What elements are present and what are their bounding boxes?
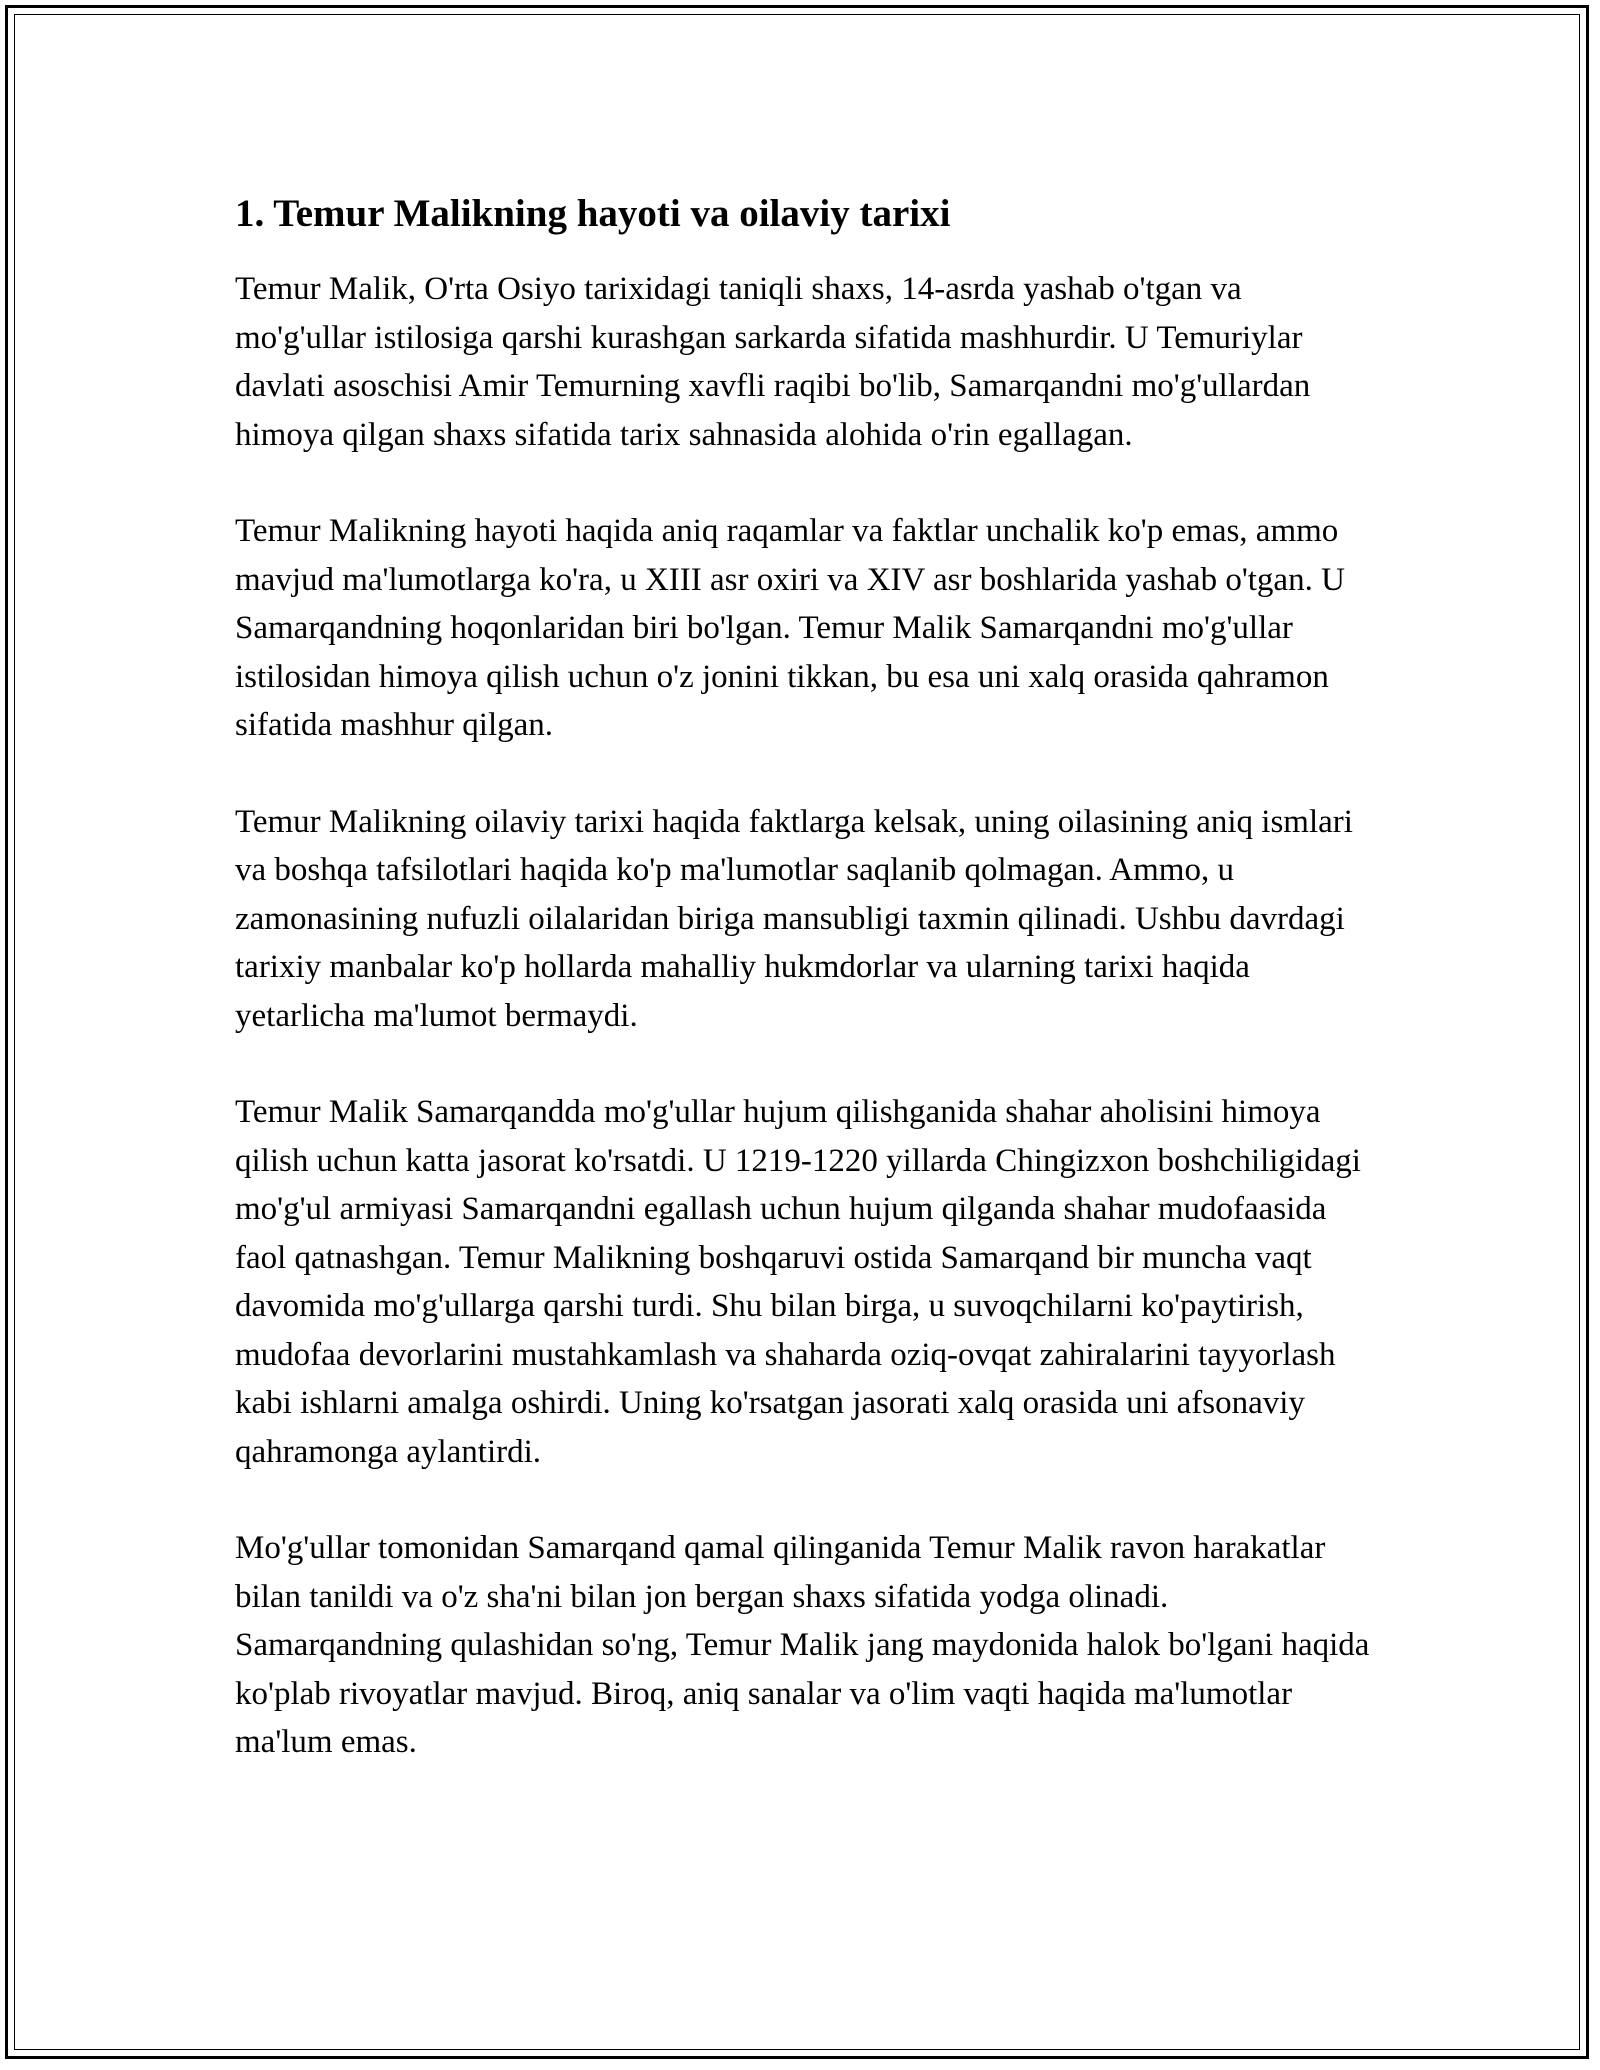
- section-heading: 1. Temur Malikning hayoti va oilaviy tarixi: [235, 192, 951, 235]
- document-body: [235, 185, 1375, 1815]
- paragraph-4: Temur Malik Samarqandda mo'g'ullar hujum qilishganida shahar aholisini himoya qilish uchun katta jasorat ko'rsatdi. U 1219-1220 yillarda Chingizxon boshchiligidagi mo'g'ul armiyasi Samarqandni egallash uchun hujum qilganda shahar mudofaasida faol qatnashgan. Temur Malikning boshqaruvi ostida Samarqand bir muncha vaqt davomida mo'g'ullarga qarshi turdi. Shu bilan birga, u suvoqchilarni ko'paytirish, mudofaa devorlarini mustahkamlash va shaharda oziq-ovqat zahiralarini tayyorlash kabi ishlarni amalga oshirdi. Uning ko'rsatgan jasorati xalq orasida uni afsonaviy qahramonga aylantirdi.: [235, 1094, 1361, 1470]
- paragraph-2: Temur Malikning hayoti haqida aniq raqamlar va faktlar unchalik ko'p emas, ammo mavjud ma'lumotlarga ko'ra, u XIII asr oxiri va XIV asr boshlarida yashab o'tgan. U Samarqandning hoqonlaridan biri bo'lgan. Temur Malik Samarqandni mo'g'ullar istilosidan himoya qilish uchun o'z jonini tikkan, bu esa uni xalq orasida qahramon sifatida mashhur qilgan.: [235, 513, 1345, 743]
- paragraph-3: Temur Malikning oilaviy tarixi haqida faktlarga kelsak, uning oilasining aniq ismlari va boshqa tafsilotlari haqida ko'p ma'lumotlar saqlanib qolmagan. Ammo, u zamonasining nufuzli oilalaridan biriga mansubligi taxmin qilinadi. Ushbu davrdagi tarixiy manbalar ko'p hollarda mahalliy hukmdorlar va ularning tarixi haqida yetarlicha ma'lumot bermaydi.: [235, 803, 1353, 1034]
- paragraph-1: Temur Malik, O'rta Osiyo tarixidagi taniqli shaxs, 14-asrda yashab o'tgan va mo'g'ullar istilosiga qarshi kurashgan sarkarda sifatida mashhurdir. U Temuriylar davlati asoschisi Amir Temurning xavfli raqibi bo'lib, Samarqandni mo'g'ullardan himoya qilgan shaxs sifatida tarix sahnasida alohida o'rin egallagan.: [235, 271, 1311, 453]
- paragraph-5: Mo'g'ullar tomonidan Samarqand qamal qilinganida Temur Malik ravon harakatlar bilan tanildi va o'z sha'ni bilan jon bergan shaxs sifatida yodga olinadi. Samarqandning qulashidan so'ng, Temur Malik jang maydonida halok bo'lgani haqida ko'plab rivoyatlar mavjud. Biroq, aniq sanalar va o'lim vaqti haqida ma'lumotlar ma'lum emas.: [235, 1530, 1370, 1760]
